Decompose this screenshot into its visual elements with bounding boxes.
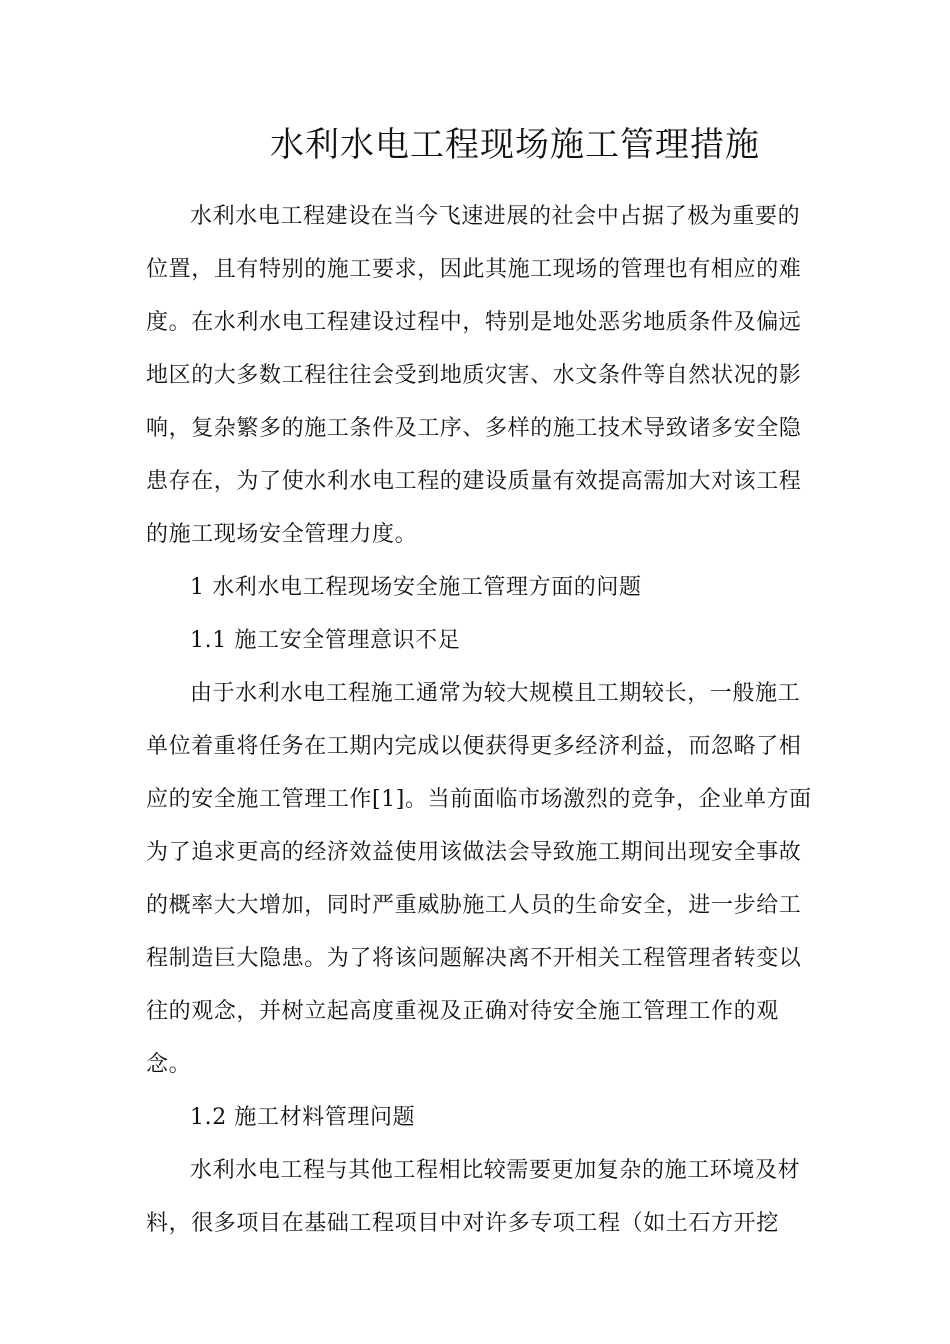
paragraph-line: 的概率大大增加，同时严重威胁施工人员的生命安全，进一步给工 [146,893,802,918]
paragraph-line: 地区的大多数工程往往会受到地质灾害、水文条件等自然状况的影 [146,363,802,388]
document-title: 水利水电工程现场施工管理措施 [270,125,760,165]
paragraph-line: 水利水电工程建设在当今飞速进展的社会中占据了极为重要的 [190,204,801,229]
paragraph-line: 度。在水利水电工程建设过程中，特别是地处恶劣地质条件及偏远 [146,310,802,335]
section-heading: 1 水利水电工程现场安全施工管理方面的问题 [190,575,642,600]
paragraph-line: 的施工现场安全管理力度。 [146,522,418,547]
paragraph-line: 响，复杂繁多的施工条件及工序、多样的施工技术导致诸多安全隐 [146,416,802,441]
paragraph-line: 往的观念，并树立起高度重视及正确对待安全施工管理工作的观 [146,999,779,1024]
paragraph-line: 由于水利水电工程施工通常为较大规模且工期较长，一般施工 [190,681,801,706]
paragraph-line: 患存在，为了使水利水电工程的建设质量有效提高需加大对该工程 [146,469,802,494]
paragraph-line: 料，很多项目在基础工程项目中对许多专项工程（如土石方开挖 [146,1211,779,1236]
subsection-heading: 1.1 施工安全管理意识不足 [190,628,461,653]
paragraph-line: 为了追求更高的经济效益使用该做法会导致施工期间出现安全事故 [146,840,802,865]
document-body [146,190,812,1250]
paragraph-line: 位置，且有特别的施工要求，因此其施工现场的管理也有相应的难 [146,257,802,282]
paragraph-line: 应的安全施工管理工作[1]。当前面临市场激烈的竞争，企业单方面 [146,787,812,812]
paragraph-line: 单位着重将任务在工期内完成以便获得更多经济利益，而忽略了相 [146,734,802,759]
subsection-heading: 1.2 施工材料管理问题 [190,1105,416,1130]
paragraph-line: 程制造巨大隐患。为了将该问题解决离不开相关工程管理者转变以 [146,946,802,971]
paragraph-line: 水利水电工程与其他工程相比较需要更加复杂的施工环境及材 [190,1158,801,1183]
paragraph-line: 念。 [146,1052,192,1077]
